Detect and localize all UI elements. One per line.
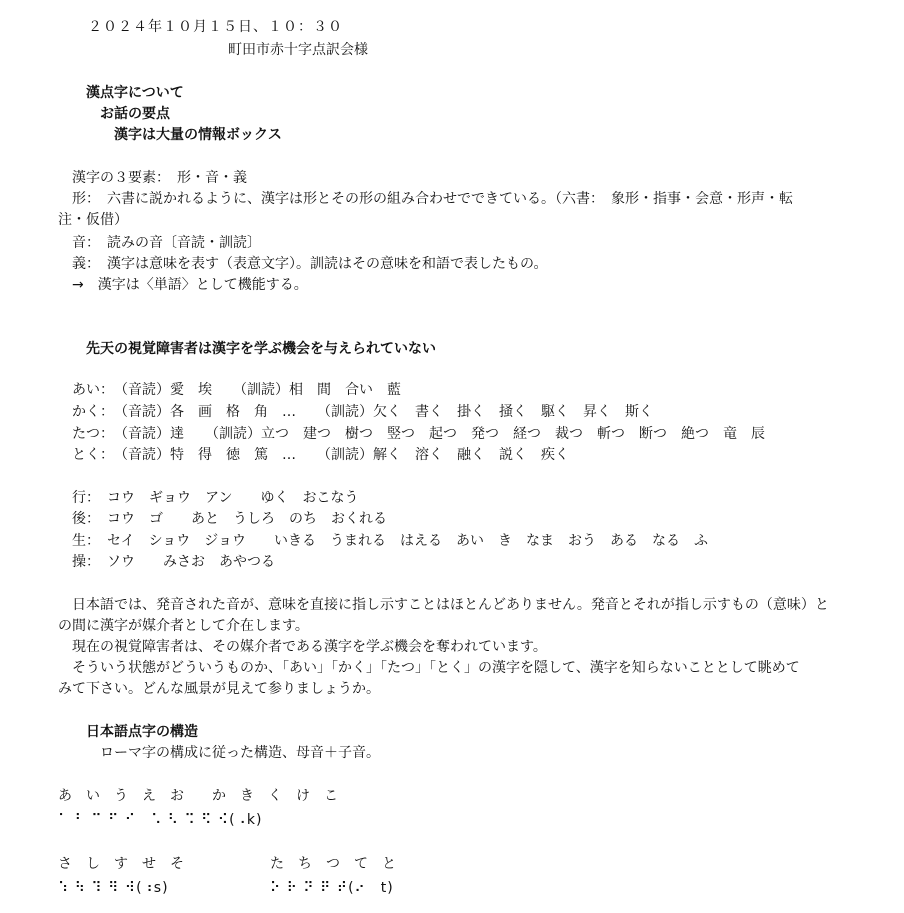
section3-title: 日本語点字の構造 [86, 724, 198, 740]
letter-recipient: 町田市赤十字点訳会様 [228, 42, 368, 58]
intro-subtitle: お話の要点 [100, 106, 170, 122]
section2-title: 先天の視覚障害者は漢字を学ぶ機会を与えられていない [86, 341, 436, 357]
kana-row: あ い う え お か き く け こ [58, 788, 338, 804]
kanji-line: 操： ソウ みさお あやつる [72, 554, 275, 570]
elements-line: → 漢字は〈単語〉として機能する。 [72, 277, 308, 293]
paragraph-line: 現在の視覚障害者は、その媒介者である漢字を学ぶ機会を奪われています。 [72, 639, 547, 655]
kanji-line: 行： コウ ギョウ アン ゆく おこなう [72, 490, 359, 506]
paragraph-line: 日本語では、発音された音が、意味を直接に指し示すことはほとんどありません。発音とそれが指し示すもの（意味）と [72, 597, 829, 613]
kanji-line: 生： セイ ショウ ジョウ いきる うまれる はえる あい き なま おう ある なる ふ [72, 533, 709, 549]
letter-date: ２０２４年１０月１５日、１０：３０ [88, 19, 343, 35]
elements-line: 注・仮借） [58, 212, 128, 228]
elements-line: 音： 読みの音〔音読・訓読〕 [72, 235, 261, 251]
elements-line: 義： 漢字は意味を表す（表意文字）。訓読はその意味を和語で表したもの。 [72, 256, 548, 272]
elements-line: 形： 六書に説かれるように、漢字は形とその形の組み合わせでできている。（六書： 象形・指事・会意・形声・転 [72, 191, 793, 207]
paragraph-line: そういう状態がどういうものか、「あい」「かく」「たつ」「とく」の漢字を隠して、漢字を知らないこととして眺めて [72, 660, 800, 676]
elements-line: 漢字の３要素： 形・音・義 [72, 170, 247, 186]
paragraph-line: みて下さい。どんな風景が見えて参りましょうか。 [58, 681, 380, 697]
braille-row: ⠁ ⠃ ⠉ ⠋ ⠊ ⠡ ⠣ ⠩ ⠫ ⠪(⠠k) [58, 812, 263, 828]
braille-row: ⠱ ⠳ ⠹ ⠻ ⠺(⠰s) [58, 880, 169, 896]
reading-line: かく： （音読）各 画 格 角 … （訓読）欠く 書く 掛く 掻く 駆く 昇く 斯く [72, 404, 653, 420]
braille-row: ⠕ ⠗ ⠝ ⠟ ⠞(⠔ t) [270, 880, 394, 896]
kana-row: た ち つ て と [270, 856, 396, 872]
reading-line: たつ： （音読）達 （訓読）立つ 建つ 樹つ 竪つ 起つ 発つ 経つ 裁つ 斬つ 断つ 絶つ 竜 辰 [72, 426, 765, 442]
intro-title: 漢点字について [86, 85, 184, 101]
reading-line: とく： （音読）特 得 徳 篤 … （訓読）解く 溶く 融く 説く 疾く [72, 447, 569, 463]
reading-line: あい： （音読）愛 埃 （訓読）相 間 合い 藍 [72, 382, 401, 398]
paragraph-line: の間に漢字が媒介者として介在します。 [58, 618, 309, 634]
kanji-line: 後： コウ ゴ あと うしろ のち おくれる [72, 511, 387, 527]
intro-point: 漢字は大量の情報ボックス [114, 127, 282, 143]
kana-row: さ し す せ そ [58, 856, 184, 872]
section3-subtitle: ローマ字の構成に従った構造、母音＋子音。 [100, 745, 380, 761]
